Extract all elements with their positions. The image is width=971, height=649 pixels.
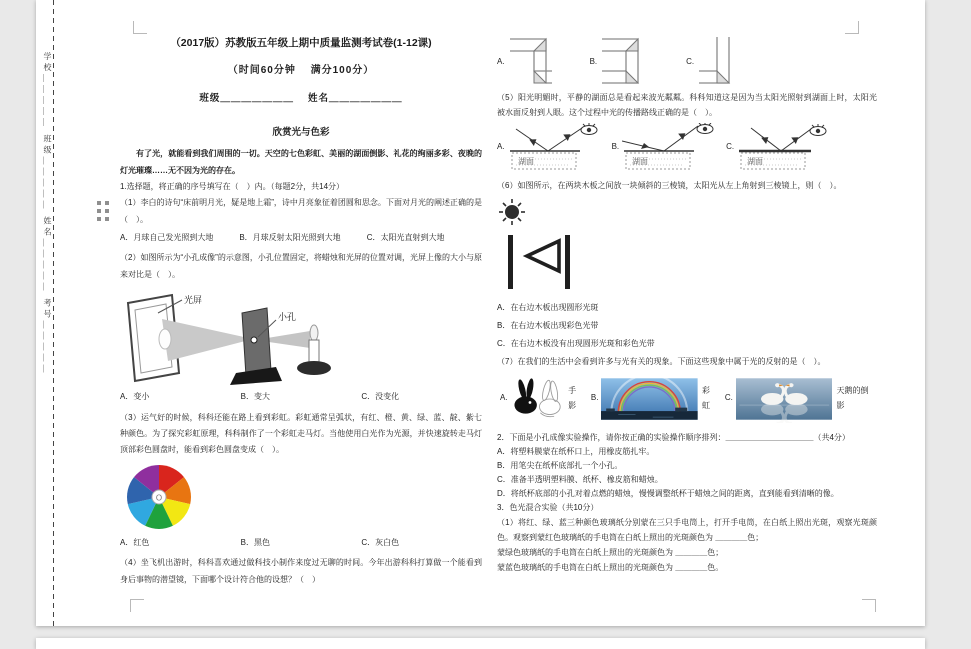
- q1-4-figures: [497, 35, 877, 89]
- q1-3-text: （3）运气好的时候，科科还能在路上看到彩虹。彩虹通常呈弧状，有红、橙、黄、绿、蓝、靛、紫七种颜色。为了探究彩虹原理，科科制作了一个彩虹走马灯。当他使用白光作为光源，并快速旋转走马灯顶部彩色圆盘时，能看到彩色圆盘变成（ ）。: [120, 412, 482, 455]
- q1-1-options: [120, 230, 482, 246]
- drag-handle[interactable]: [97, 201, 111, 223]
- option-c: C．太阳光直射到大地: [366, 233, 445, 243]
- q1-6-option-a: A．在右边木板出现圆形光斑: [497, 303, 599, 313]
- lake-reflection-b: [622, 123, 718, 173]
- option-a: A．变小: [120, 392, 150, 402]
- option-b: B．变大: [240, 392, 271, 402]
- option-b: B．黑色: [240, 537, 271, 547]
- lake-label: 湖面: [517, 156, 534, 166]
- figure-label-b: B.: [611, 142, 620, 152]
- right-column: [497, 33, 877, 575]
- option-a: A．红色: [120, 537, 150, 547]
- figure-label-a: A.: [500, 393, 508, 403]
- periscope-design-a: [508, 35, 556, 89]
- figure-label-a: A.: [497, 56, 505, 66]
- q2-step-d: D．将纸杯底部的小孔对着点燃的蜡烛，慢慢调整纸杯于蜡烛之间的距离，直到能看到清晰的像。: [497, 489, 839, 499]
- q1-2-options: [120, 389, 482, 405]
- q1-6-option-c: C．在右边木板没有出现圆形光斑和彩色光带: [497, 338, 655, 348]
- q1-header: 1.选择题，将正确的序号填写在（ ）内。（每题2分，共14分）: [120, 181, 345, 191]
- q3-header: 3．色光混合实验（共10分）: [497, 503, 599, 513]
- q1-7-text: （7）在我们的生活中会看到许多与光有关的现象。下面这些现象中属于光的反射的是（ ）。: [497, 356, 826, 366]
- crop-mark-bottom-left: [130, 599, 144, 612]
- option-c: C．没变化: [361, 392, 400, 402]
- photo-caption-c: 天鹅的倒影: [836, 385, 869, 410]
- exam-title: （2017版）苏教版五年级上期中质量监测考试卷(1-12课): [170, 37, 432, 49]
- q3-line-green: 蒙绿色玻璃纸的手电筒在白纸上照出的光斑颜色为 ＿＿＿＿色；: [497, 547, 724, 557]
- photo-caption-a: 手影: [568, 385, 577, 410]
- figure-label-b: B.: [589, 56, 598, 66]
- lake-reflection-a: [508, 123, 604, 173]
- pinhole-imaging-diagram: [120, 287, 370, 385]
- lake-reflection-c: [737, 123, 833, 173]
- seal-line-fields: 学校＿＿＿＿＿ 班级＿＿＿＿＿ 姓名＿＿＿＿＿ 考号＿＿＿＿＿: [43, 52, 52, 376]
- lake-label: 湖面: [747, 156, 764, 166]
- seal-fold-line: [53, 0, 54, 628]
- crop-mark-top-left: [133, 21, 147, 34]
- q3-line-red: （1）将红、绿、蓝三种颜色玻璃纸分别蒙在三只手电筒上，打开手电筒，在白纸上照出光斑，观察光斑颜色。观察到蒙红色玻璃纸的手电筒在白纸上照出的光斑颜色为 ＿＿＿＿色；: [497, 518, 877, 542]
- q1-2-text: （2）如图所示为“小孔成像”的示意图，小孔位置固定，将蜡烛和光屏的位置对调，光屏上像的大小与原来对比是（ ）。: [120, 253, 482, 279]
- q2-header: 2．下面是小孔成像实验操作，请你按正确的实验操作顺序排列：＿＿＿＿＿＿＿＿＿＿＿（共4分）: [497, 432, 850, 442]
- option-a: A．月球自己发光照到大地: [120, 233, 214, 243]
- section-intro: 有了光，就能看到我们周围的一切。天空的七色彩虹、美丽的湖面倒影、礼花的绚丽多彩、夜晚的灯光璀璨……无不因为光的存在。: [120, 149, 482, 175]
- figure-label-a: A.: [497, 142, 505, 152]
- q1-7-figures: [497, 373, 877, 425]
- q1-6-option-b: B．在右边木板出现彩色光带: [497, 321, 599, 331]
- hole-label: 小孔: [278, 312, 297, 323]
- swan-reflection-photo: [736, 375, 833, 423]
- option-c: C．灰白色: [361, 537, 400, 547]
- q2-step-c: C．准备半透明塑料膜、纸杯、橡皮筋和蜡烛。: [497, 475, 663, 485]
- periscope-design-b: [600, 35, 648, 89]
- class-name-fields: 班级＿＿＿＿＿＿＿ 姓名＿＿＿＿＿＿＿: [199, 93, 403, 105]
- prism-between-boards-diagram: [497, 197, 592, 297]
- exam-subtitle: （时间60分钟 满分100分）: [227, 64, 375, 76]
- wheel-center-label: O: [155, 493, 163, 503]
- rainbow-photo: [601, 375, 698, 423]
- figure-label-c: C.: [726, 142, 735, 152]
- section-heading: 欣赏光与色彩: [272, 126, 330, 138]
- periscope-design-c: [697, 35, 743, 89]
- q1-5-text: （5）阳光明媚时，平静的湖面总是看起来波光粼粼。科科知道这是因为当太阳光照射到湖面上时，太阳光被水面反射到人眼。这个过程中光的传播路线正确的是（ ）。: [497, 93, 877, 117]
- document-page-2[interactable]: [36, 638, 925, 649]
- q2-step-a: A．将塑料膜蒙在纸杯口上，用橡皮筋扎牢。: [497, 447, 655, 457]
- q2-step-b: B．用笔尖在纸杯底部扎一个小孔。: [497, 461, 623, 471]
- q1-6-text: （6）如图所示，在两块木板之间放一块倾斜的三棱镜，太阳光从左上角射到三棱镜上，则（ ）。: [497, 180, 842, 190]
- q1-4-text: （4）坐飞机出游时，科科喜欢通过做科技小制作来度过无聊的时间。今年出游科科打算做一个能看到身后事物的潜望镜，下面哪个设计符合他的设想？（ ）: [120, 558, 482, 584]
- color-wheel-diagram: [124, 463, 194, 531]
- photo-caption-b: 彩虹: [702, 385, 711, 410]
- lake-label: 湖面: [632, 156, 649, 166]
- q3-line-blue: 蒙蓝色玻璃纸的手电筒在白纸上照出的光斑颜色为 ＿＿＿＿色。: [497, 562, 724, 572]
- left-column: [120, 36, 482, 588]
- crop-mark-bottom-right: [862, 599, 876, 612]
- figure-label-b: B.: [590, 393, 599, 403]
- figure-label-c: C.: [686, 56, 695, 66]
- figure-label-c: C.: [724, 393, 733, 403]
- screen-label: 光屏: [184, 295, 203, 306]
- option-b: B．月球反射太阳光照到大地: [239, 233, 341, 243]
- q1-5-figures: [497, 123, 877, 173]
- q1-1-text: （1）李白的诗句“床前明月光，疑是地上霜”，诗中月亮象征着团圆和思念。下面对月光的阐述正确的是（ ）。: [120, 198, 482, 224]
- q1-3-options: [120, 535, 482, 551]
- hand-shadow-photo: [511, 373, 565, 425]
